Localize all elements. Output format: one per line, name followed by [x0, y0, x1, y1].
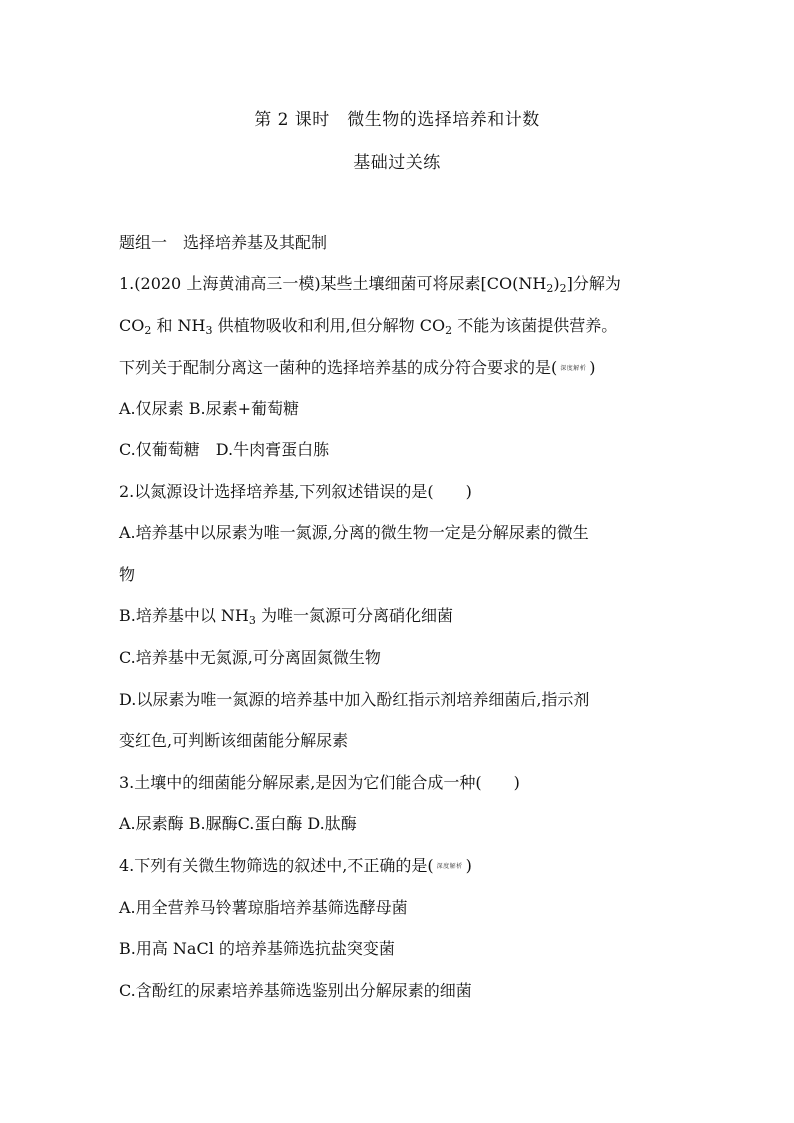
question-2-option-c: C.培养基中无氮源,可分离固氮微生物: [119, 648, 381, 667]
question-2-option-b: B.培养基中以 $NH_3$ 为唯一氮源可分离硝化细菌: [119, 606, 453, 627]
question-2-option-d-line-2: 变红色,可判断该细菌能分解尿素: [119, 731, 349, 750]
question-2-option-a-line-2: 物: [119, 565, 136, 584]
question-4-stem: 4.下列有关微生物筛选的叙述中,不正确的是( 深度解析 ): [119, 856, 472, 875]
analysis-tag: 深度解析: [436, 862, 463, 870]
question-1-options-ab: A.仅尿素 B.尿素+葡萄糖: [119, 399, 299, 418]
lesson-title: 第 2 课时 微生物的选择培养和计数: [254, 110, 540, 130]
question-4-option-b: B.用高 NaCl 的培养基筛选抗盐突变菌: [119, 939, 395, 958]
question-4-option-c: C.含酚红的尿素培养基筛选鉴别出分解尿素的细菌: [119, 981, 472, 1000]
question-2-stem: 2.以氮源设计选择培养基,下列叙述错误的是( ): [119, 482, 472, 501]
analysis-tag: 深度解析: [560, 364, 587, 372]
question-1-options-cd: C.仅葡萄糖 D.牛肉膏蛋白胨: [119, 440, 330, 459]
question-1-line-1: 1.(2020 上海黄浦高三一模)某些土壤细菌可将尿素$[CO(NH_2)_2]$分解为: [119, 274, 621, 295]
question-2-option-d-line-1: D.以尿素为唯一氮源的培养基中加入酚红指示剂培养细菌后,指示剂: [119, 690, 590, 709]
question-1-line-2: $CO_2$ 和 $NH_3$ 供植物吸收和利用,但分解物 $CO_2$ 不能为该菌提供营养。: [119, 316, 618, 337]
section-heading: 题组一 选择培养基及其配制: [119, 233, 328, 252]
question-3-stem: 3.土壤中的细菌能分解尿素,是因为它们能合成一种( ): [119, 773, 520, 792]
question-4-option-a: A.用全营养马铃薯琼脂培养基筛选酵母菌: [119, 898, 408, 917]
question-1-line-3: 下列关于配制分离这一菌种的选择培养基的成分符合要求的是( 深度解析 ): [119, 358, 596, 377]
question-3-options: A.尿素酶 B.脲酶C.蛋白酶 D.肽酶: [119, 814, 357, 833]
question-2-option-a-line-1: A.培养基中以尿素为唯一氮源,分离的微生物一定是分解尿素的微生: [119, 523, 589, 542]
lesson-subtitle: 基础过关练: [353, 153, 441, 173]
